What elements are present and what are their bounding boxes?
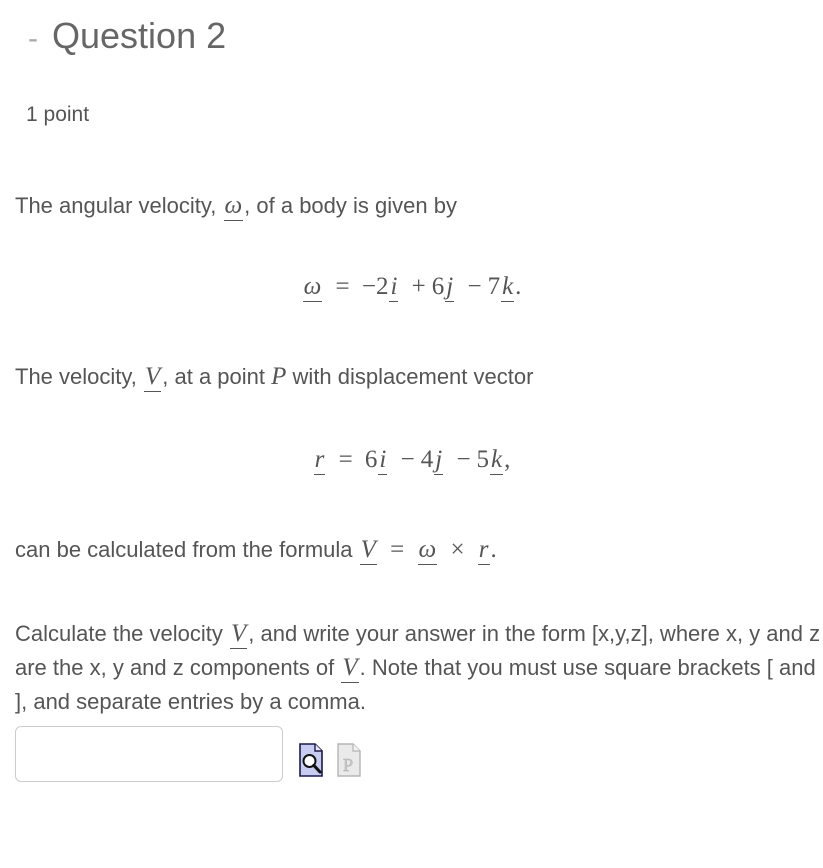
point-symbol: P bbox=[271, 363, 287, 390]
displacement-equation: r = 6i − 4j − 5k, bbox=[314, 446, 511, 473]
question-header bbox=[28, 14, 226, 57]
velocity-symbol: V bbox=[144, 363, 161, 390]
angular-velocity-equation: ω = −2i + 6j − 7k. bbox=[303, 273, 522, 300]
question-title: Question 2 bbox=[52, 15, 227, 56]
cross-product-formula: V = ω × r. bbox=[360, 536, 497, 563]
magnifier-document-icon[interactable] bbox=[298, 742, 324, 778]
velocity-text: The velocity, V, at a point P with displacement vector bbox=[15, 363, 534, 390]
p-document-icon[interactable] bbox=[336, 742, 362, 778]
answer-input[interactable] bbox=[15, 726, 283, 782]
omega-symbol: ω bbox=[224, 192, 243, 219]
svg-text:P: P bbox=[342, 755, 354, 775]
collapse-toggle[interactable]: - bbox=[28, 22, 38, 55]
intro-text: The angular velocity, ω, of a body is given by bbox=[15, 192, 457, 219]
formula-text: can be calculated from the formula V = ω × r. bbox=[15, 536, 497, 563]
instructions-text: Calculate the velocity V, and write your answer in the form [x,y,z], where x, y and z are the x, y and z components of V. Note that you must use square brackets [ and ], and separate entries by a comma. bbox=[15, 620, 821, 714]
question-points: 1 point bbox=[26, 103, 90, 126]
